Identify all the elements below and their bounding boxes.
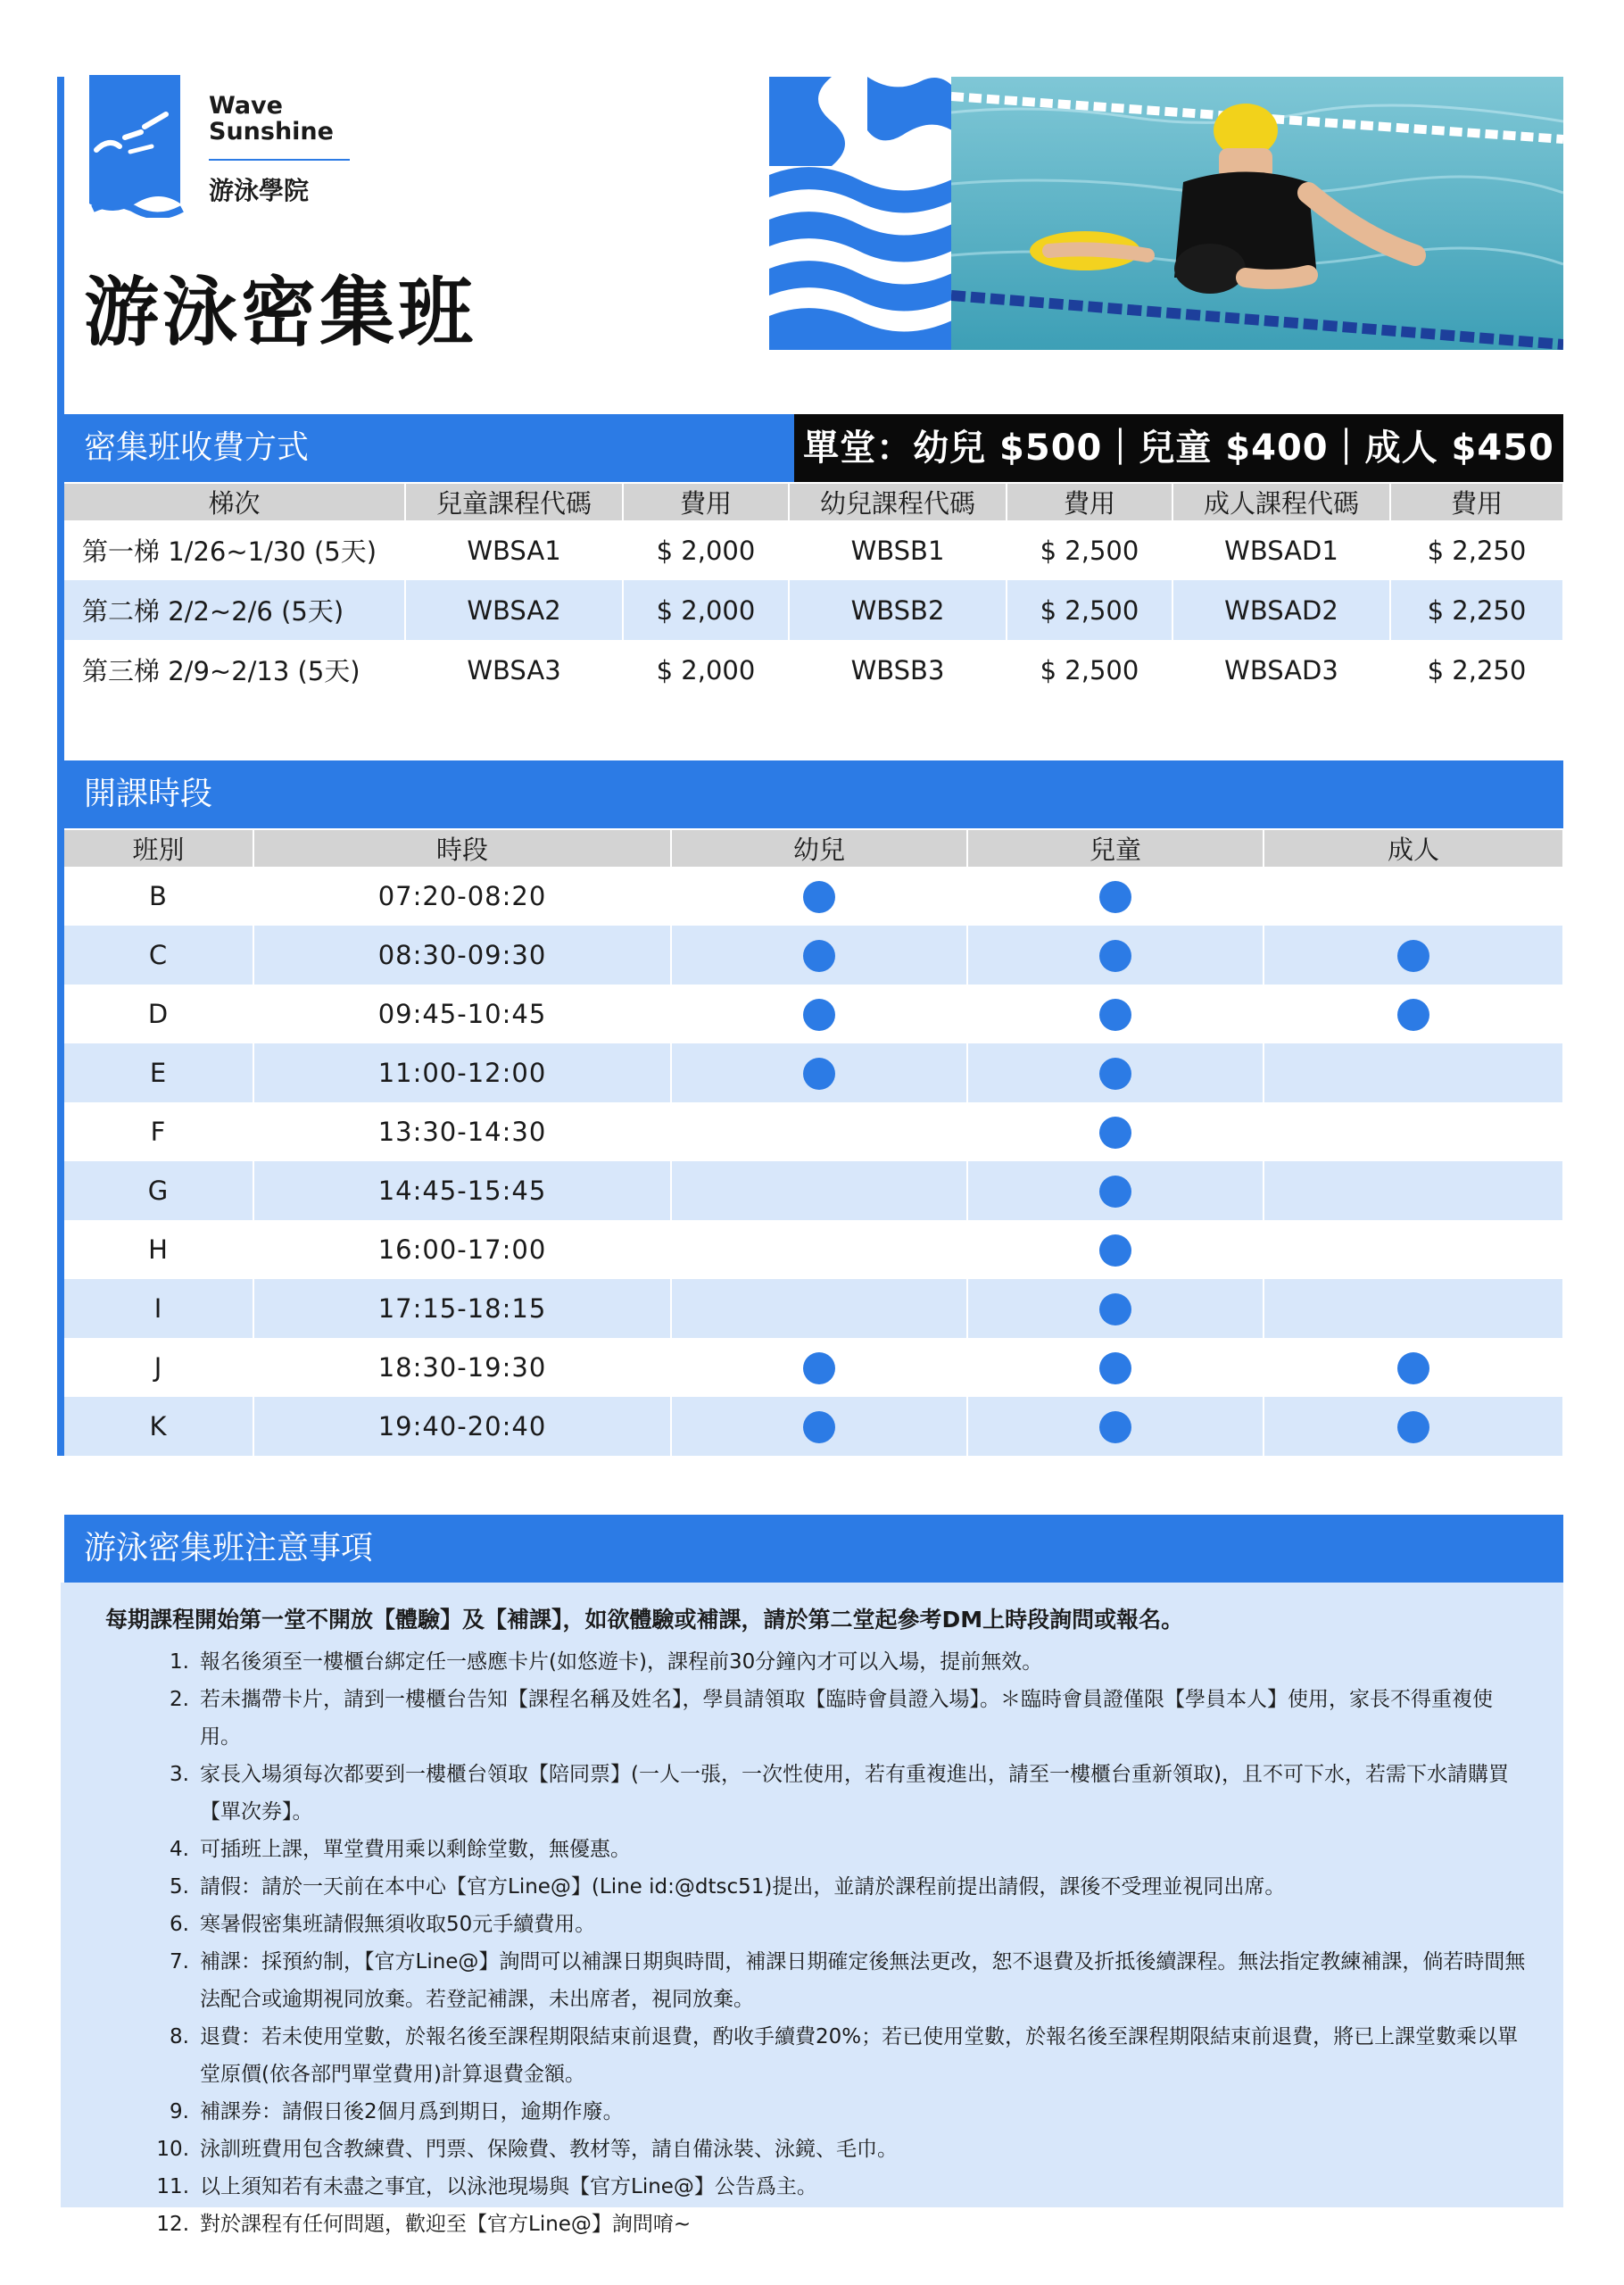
available-dot-icon [803,1411,835,1443]
available-dot-icon [1397,940,1429,972]
schedule-section-header: 開課時段 [64,760,1563,828]
list-item-number: 12. [156,2213,189,2236]
col-infant-fee: 費用 [1007,484,1172,520]
table-row [64,520,1563,580]
infant-cell [671,985,967,1043]
fee-cell: $ 2,000 [623,520,789,580]
infant-cell [671,1161,967,1220]
course-code-cell: WBSA2 [405,580,623,640]
fee-cell: $ 2,500 [1007,640,1172,700]
table-row [64,867,1563,926]
list-item-text: 補課券：請假日後2個月爲到期日，逾期作廢。 [200,2100,624,2123]
fee-cell: $ 2,250 [1390,580,1563,640]
time-cell: 19:40-20:40 [253,1397,671,1456]
wave-sunshine-flag-icon [89,75,186,218]
child-cell [967,1279,1264,1338]
notes-lead: 每期課程開始第一堂不開放【體驗】及【補課】，如欲體驗或補課，請於第二堂起參考DM上時段詢問或報名。 [105,1607,1184,1633]
list-item-text: 家長入場須每次都要到一樓櫃台領取【陪同票】(一人一張，一次性使用，若有重複進出，請至一樓櫃台重新領取)，且不可下水，若需下水請購買【單次券】。 [200,1763,1509,1824]
col-class: 班別 [64,830,253,867]
fee-section-header: 密集班收費方式 [64,414,1563,482]
table-row [64,926,1563,985]
list-item-number: 9. [170,2100,189,2123]
available-dot-icon [1397,1411,1429,1443]
adult-cell [1264,985,1563,1043]
course-code-cell: WBSAD3 [1172,640,1390,700]
adult-cell [1264,1338,1563,1397]
col-adult: 成人 [1264,830,1563,867]
table-row [64,1220,1563,1279]
available-dot-icon [803,940,835,972]
available-dot-icon [1099,1058,1131,1090]
list-item-text: 泳訓班費用包含教練費、門票、保險費、教材等，請自備泳裝、泳鏡、毛巾。 [200,2138,898,2161]
col-infant-code: 幼兒課程代碼 [789,484,1007,520]
available-dot-icon [803,1352,835,1384]
child-cell [967,1397,1264,1456]
available-dot-icon [803,881,835,913]
infant-cell [671,1102,967,1161]
adult-cell [1264,1397,1563,1456]
brand-name-en [209,93,334,145]
course-code-cell: WBSAD2 [1172,580,1390,640]
table-row [64,985,1563,1043]
fee-cell: $ 2,250 [1390,640,1563,700]
col-child-code: 兒童課程代碼 [405,484,623,520]
list-item [105,1943,1531,2018]
available-dot-icon [1099,1176,1131,1208]
list-item-text: 補課：採預約制，【官方Line@】詢問可以補課日期與時間，補課日期確定後無法更改，恕不退費及折抵後續課程。無法指定教練補課，倘若時間無法配合或逾期視同放棄。若登記補課，未出席者，視同放棄。 [200,1950,1526,2011]
table-row [64,1102,1563,1161]
list-item-number: 5. [170,1875,189,1899]
table-row [64,580,1563,640]
list-item-text: 以上須知若有未盡之事宜，以泳池現場與【官方Line@】公告爲主。 [200,2175,817,2198]
adult-cell [1264,1220,1563,1279]
swimming-lesson-photo [951,77,1563,350]
available-dot-icon [1099,940,1131,972]
list-item [105,2093,1531,2131]
list-item-number: 2. [170,1688,189,1711]
available-dot-icon [1099,881,1131,913]
table-row [64,1043,1563,1102]
page-title: 游泳密集班 [84,269,477,356]
fee-cell: $ 2,500 [1007,520,1172,580]
list-item [105,1756,1531,1831]
list-item [105,2018,1531,2093]
list-item-text: 若未攜帶卡片，請到一樓櫃台告知【課程名稱及姓名】，學員請領取【臨時會員證入場】。＊臨時會員證僅限【學員本人】使用，家長不得重複使用。 [200,1688,1493,1749]
fee-table [64,484,1564,700]
list-item-text: 退費：若未使用堂數，於報名後至課程期限結束前退費，酌收手續費20%；若已使用堂數，於報名後至課程期限結束前退費，將已上課堂數乘以單堂原價(依各部門單堂費用)計算退費金額。 [200,2025,1519,2086]
list-item [105,1681,1531,1756]
col-adult-fee: 費用 [1390,484,1563,520]
list-item [105,1831,1531,1868]
table-row [64,1161,1563,1220]
list-item-number: 1. [170,1650,189,1674]
class-cell: B [64,867,253,926]
list-item-number: 11. [156,2175,189,2198]
time-cell: 07:20-08:20 [253,867,671,926]
class-cell: G [64,1161,253,1220]
infant-cell [671,1338,967,1397]
adult-cell [1264,867,1563,926]
class-cell: D [64,985,253,1043]
notes-box [61,1583,1563,2236]
list-item-text: 可插班上課，單堂費用乘以剩餘堂數，無優惠。 [200,1838,631,1861]
wave-pattern-graphic [769,77,952,350]
child-cell [967,1102,1264,1161]
list-item-text: 寒暑假密集班請假無須收取50元手續費用。 [200,1913,596,1936]
infant-cell [671,1397,967,1456]
course-code-cell: WBSB3 [789,640,1007,700]
list-item [105,1643,1531,1681]
adult-cell [1264,1161,1563,1220]
list-item [105,2168,1531,2206]
col-infant: 幼兒 [671,830,967,867]
child-cell [967,1220,1264,1279]
class-cell: H [64,1220,253,1279]
batch-cell: 第二梯 2/2~2/6 (5天) [64,580,405,640]
course-code-cell: WBSB2 [789,580,1007,640]
fee-cell: $ 2,250 [1390,520,1563,580]
list-item [105,2131,1531,2168]
adult-cell [1264,1043,1563,1102]
available-dot-icon [1099,1411,1131,1443]
available-dot-icon [1099,999,1131,1031]
adult-cell [1264,1102,1563,1161]
infant-cell [671,867,967,926]
col-batch: 梯次 [64,484,405,520]
course-code-cell: WBSAD1 [1172,520,1390,580]
adult-cell [1264,926,1563,985]
fee-cell: $ 2,500 [1007,580,1172,640]
list-item [105,1868,1531,1906]
available-dot-icon [803,1058,835,1090]
infant-cell [671,1043,967,1102]
col-child: 兒童 [967,830,1264,867]
brand-name-zh: 游泳學院 [209,176,310,205]
single-class-price: 單堂：幼兒 $500｜兒童 $400｜成人 $450 [794,414,1563,482]
batch-cell: 第一梯 1/26~1/30 (5天) [64,520,405,580]
batch-cell: 第三梯 2/9~2/13 (5天) [64,640,405,700]
infant-cell [671,1279,967,1338]
class-cell: J [64,1338,253,1397]
table-row [64,1338,1563,1397]
available-dot-icon [803,999,835,1031]
list-item-number: 3. [170,1763,189,1786]
list-item-number: 10. [156,2138,189,2161]
time-cell: 08:30-09:30 [253,926,671,985]
fee-cell: $ 2,000 [623,580,789,640]
available-dot-icon [1099,1352,1131,1384]
class-cell: E [64,1043,253,1102]
child-cell [967,985,1264,1043]
brand-logo [89,75,357,227]
brand-divider [209,159,350,161]
class-cell: F [64,1102,253,1161]
brand-name-line1: Wave [209,92,283,120]
list-item [105,2206,1531,2243]
schedule-table-header [64,830,1563,867]
course-code-cell: WBSA3 [405,640,623,700]
course-code-cell: WBSB1 [789,520,1007,580]
available-dot-icon [1099,1117,1131,1149]
time-cell: 17:15-18:15 [253,1279,671,1338]
fee-cell: $ 2,000 [623,640,789,700]
time-cell: 16:00-17:00 [253,1220,671,1279]
table-row [64,1397,1563,1456]
col-time: 時段 [253,830,671,867]
available-dot-icon [1397,999,1429,1031]
list-item [105,1906,1531,1943]
infant-cell [671,926,967,985]
infant-cell [671,1220,967,1279]
child-cell [967,867,1264,926]
notes-section-header: 游泳密集班注意事項 [64,1515,1563,1583]
list-item-number: 6. [170,1913,189,1936]
class-cell: C [64,926,253,985]
list-item-number: 7. [170,1950,189,1973]
notes-list [105,1643,1531,2243]
class-cell: I [64,1279,253,1338]
time-cell: 09:45-10:45 [253,985,671,1043]
list-item-text: 報名後須至一樓櫃台綁定任一感應卡片(如悠遊卡)，課程前30分鐘內才可以入場，提前無效。 [200,1650,1043,1674]
list-item-number: 8. [170,2025,189,2048]
list-item-text: 對於課程有任何問題，歡迎至【官方Line@】詢問唷~ [200,2213,692,2236]
table-row [64,640,1563,700]
child-cell [967,1338,1264,1397]
left-accent-bar [57,77,64,1456]
child-cell [967,1043,1264,1102]
time-cell: 18:30-19:30 [253,1338,671,1397]
fee-table-header [64,484,1563,520]
schedule-table [64,830,1564,1456]
course-code-cell: WBSA1 [405,520,623,580]
available-dot-icon [1397,1352,1429,1384]
adult-cell [1264,1279,1563,1338]
list-item-text: 請假：請於一天前在本中心【官方Line@】(Line id:@dtsc51)提出，並請於課程前提出請假，課後不受理並視同出席。 [200,1875,1286,1899]
brand-name-line2: Sunshine [209,118,334,145]
col-child-fee: 費用 [623,484,789,520]
time-cell: 14:45-15:45 [253,1161,671,1220]
schedule-table-body [64,867,1563,1456]
table-row [64,1279,1563,1338]
class-cell: K [64,1397,253,1456]
time-cell: 11:00-12:00 [253,1043,671,1102]
col-adult-code: 成人課程代碼 [1172,484,1390,520]
list-item-number: 4. [170,1838,189,1861]
child-cell [967,1161,1264,1220]
child-cell [967,926,1264,985]
available-dot-icon [1099,1293,1131,1325]
available-dot-icon [1099,1234,1131,1267]
time-cell: 13:30-14:30 [253,1102,671,1161]
